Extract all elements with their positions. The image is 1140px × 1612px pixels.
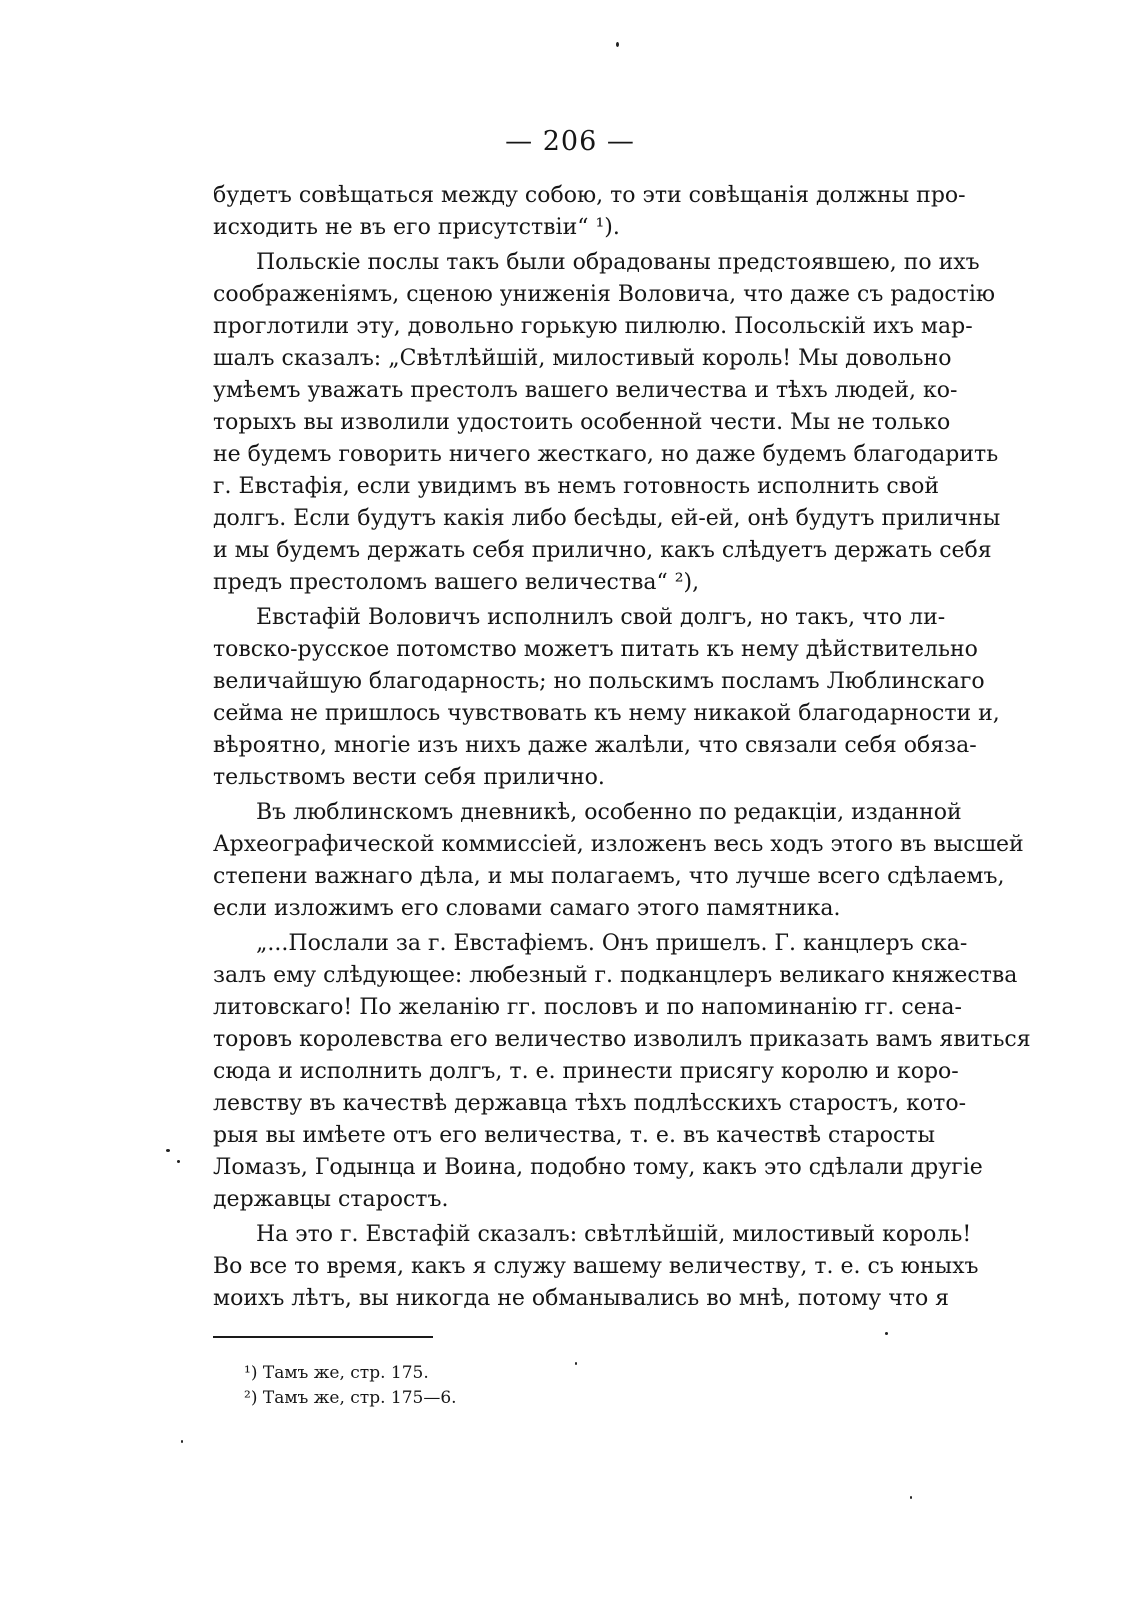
text-line: торовъ королевства его величество изволилъ приказать вамъ явиться (213, 1027, 1031, 1052)
text-line: Археографической коммиссіей, изложенъ весь ходъ этого въ высшей (213, 832, 1024, 857)
text-line: степени важнаго дѣла, и мы полагаемъ, что лучше всего сдѣлаемъ, (213, 864, 1005, 889)
text-line: если изложимъ его словами самаго этого памятника. (213, 896, 841, 921)
text-line: товско-русское потомство можетъ питать къ нему дѣйствительно (213, 637, 978, 662)
footnote: ¹) Тамъ же, стр. 175. (244, 1363, 429, 1383)
text-line: исходить не въ его присутствіи“ ¹). (213, 215, 620, 240)
text-line: Польскіе послы такъ были обрадованы предстоявшею, по ихъ (256, 250, 980, 275)
text-line: левству въ качествѣ державца тѣхъ подлѣсскихъ старостъ, кото- (213, 1091, 967, 1116)
text-line: проглотили эту, довольно горькую пилюлю. Посольскій ихъ мар- (213, 314, 973, 339)
text-line: сейма не пришлось чувствовать къ нему никакой благодарности и, (213, 701, 1000, 726)
text-line: Ломазъ, Годынца и Воина, подобно тому, какъ это сдѣлали другіе (213, 1155, 983, 1180)
scan-speck (166, 1149, 170, 1152)
text-line: рыя вы имѣете отъ его величества, т. е. въ качествѣ старосты (213, 1123, 935, 1148)
text-line: не будемъ говорить ничего жесткаго, но даже будемъ благодарить (213, 442, 999, 467)
text-line: торыхъ вы изволили удостоить особенной чести. Мы не только (213, 410, 951, 435)
text-line: соображеніямъ, сценою униженія Воловича, что даже съ радостію (213, 282, 996, 307)
footnote-divider (213, 1336, 433, 1338)
text-line: предъ престоломъ вашего величества“ ²), (213, 570, 700, 595)
text-line: Во все то время, какъ я служу вашему величеству, т. е. съ юныхъ (213, 1254, 979, 1279)
text-line: залъ ему слѣдующее: любезный г. подканцлеръ великаго княжества (213, 963, 1018, 988)
text-line: долгъ. Если будутъ какія либо бесѣды, ей-ей, онѣ будутъ приличны (213, 506, 1001, 531)
scan-speck (575, 1362, 577, 1365)
text-line: Въ люблинскомъ дневникѣ, особенно по редакціи, изданной (256, 800, 962, 825)
scan-speck (177, 1160, 180, 1163)
text-line: „...Послали за г. Евстафіемъ. Онъ пришелъ. Г. канцлеръ ска- (256, 931, 968, 956)
text-line: величайшую благодарность; но польскимъ посламъ Люблинскаго (213, 669, 985, 694)
scan-speck (616, 42, 619, 47)
text-line: г. Евстафія, если увидимъ въ немъ готовность исполнить свой (213, 474, 940, 499)
footnote: ²) Тамъ же, стр. 175—6. (244, 1388, 457, 1408)
text-line: будетъ совѣщаться между собою, то эти совѣщанія должны про- (213, 183, 966, 208)
scan-speck (885, 1332, 888, 1335)
text-line: державцы старостъ. (213, 1187, 449, 1212)
text-line: моихъ лѣтъ, вы никогда не обманывались во мнѣ, потому что я (213, 1286, 950, 1311)
text-line: и мы будемъ держать себя прилично, какъ слѣдуетъ держать себя (213, 538, 992, 563)
scan-speck (181, 1440, 183, 1443)
text-line: вѣроятно, многіе изъ нихъ даже жалѣли, что связали себя обяза- (213, 733, 977, 758)
text-line: литовскаго! По желанію гг. пословъ и по напоминанію гг. сена- (213, 995, 962, 1020)
text-line: шалъ сказалъ: „Свѣтлѣйшій, милостивый король! Мы довольно (213, 346, 952, 371)
text-line: тельствомъ вести себя прилично. (213, 765, 605, 790)
text-line: Евстафій Воловичъ исполнилъ свой долгъ, но такъ, что ли- (256, 605, 946, 630)
text-line: сюда и исполнить долгъ, т. е. принести присягу королю и коро- (213, 1059, 959, 1084)
text-line: умѣемъ уважать престолъ вашего величества и тѣхъ людей, ко- (213, 378, 958, 403)
text-line: На это г. Евстафій сказалъ: свѣтлѣйшій, милостивый король! (256, 1222, 972, 1247)
scan-speck (910, 1496, 912, 1499)
page-number: — 206 — (505, 126, 635, 157)
